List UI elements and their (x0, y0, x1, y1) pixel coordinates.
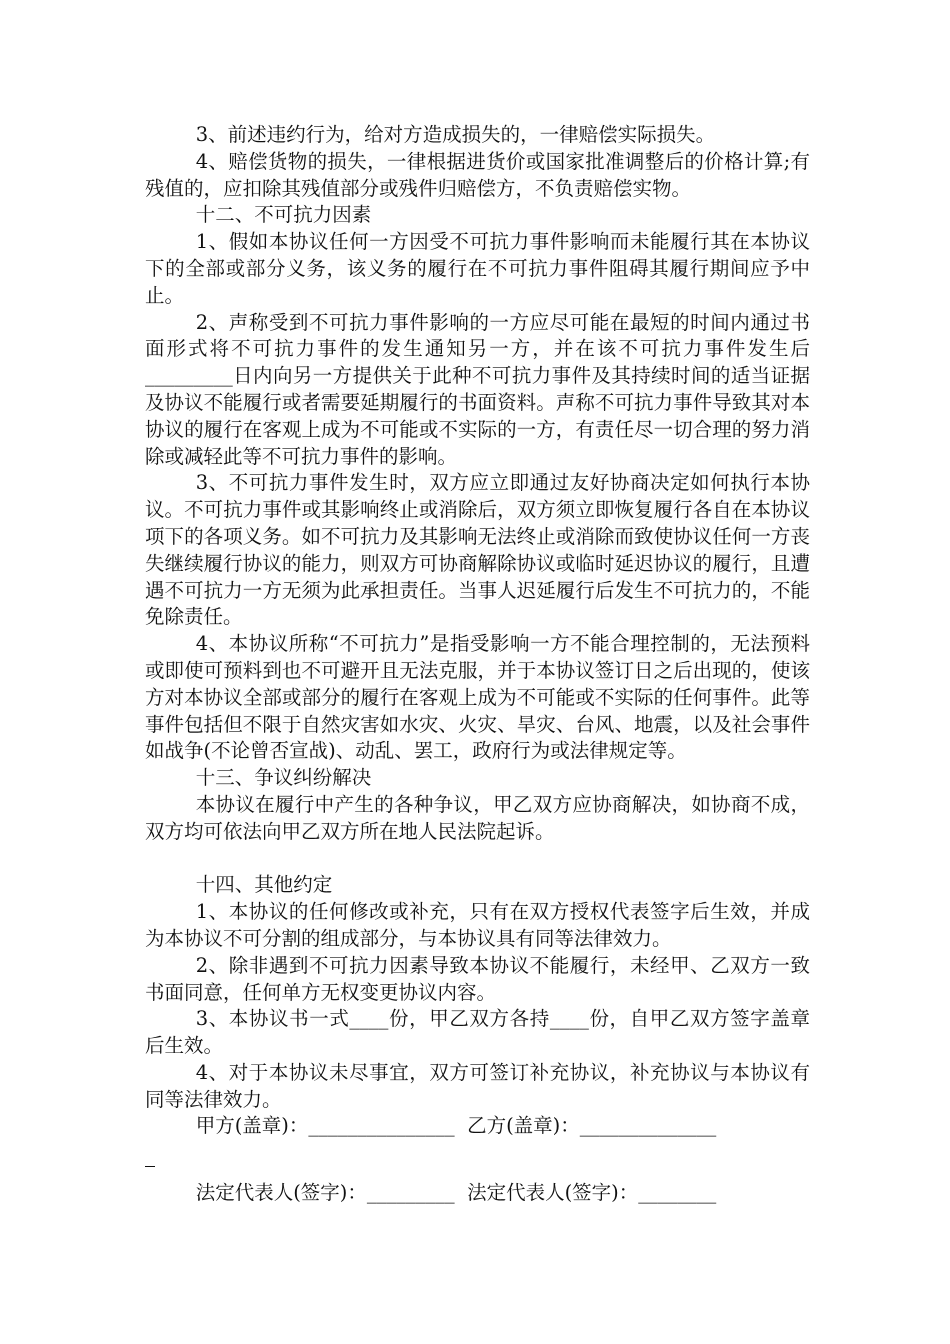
clause-14-1: 1、本协议的任何修改或补充，只有在双方授权代表签字后生效，并成为本协议不可分割的组成部分，与本协议具有同等法律效力。 (145, 900, 810, 950)
section-heading-dispute: 十三、争议纠纷解决 (195, 766, 372, 790)
underscore-mark (145, 1166, 155, 1167)
rep-a-blank: _________ (366, 1181, 455, 1205)
overflow-underscore (145, 1140, 810, 1174)
section-heading-other: 十四、其他约定 (195, 873, 333, 897)
party-a-blank: _______________ (308, 1114, 455, 1138)
clause-11-4: 4、赔偿货物的损失，一律根据进货价或国家批准调整后的价格计算;有残值的，应扣除其残值部分或残件归赔偿方，不负责赔偿实物。 (145, 149, 810, 200)
clause-12-2: 2、声称受到不可抗力事件影响的一方应尽可能在最短的时间内通过书面形式将不可抗力事件的发生通知另一方，并在该不可抗力事件发生后_________日内向另一方提供关于此种不可抗力事件及其持续时间的适当证据及协议不能履行或者需要延期履行的书面资料。声称不可抗力事件导致其对本协议的履行在客观上成为不可能或不实际的一方，有责任尽一切合理的努力消除或减轻此等不可抗力事件的影响。 (145, 310, 810, 468)
signature-row-parties (145, 1113, 810, 1140)
clause-12-4: 4、本协议所称“不可抗力”是指受影响一方不能合理控制的，无法预料或即使可预料到也不可避开且无法克服，并于本协议签订日之后出现的，使该方对本协议全部或部分的履行在客观上成为不可能或不实际的任何事件。此等事件包括但不限于自然灾害如水灾、火灾、旱灾、台风、地震，以及社会事件如战争(不论曾否宣战)、动乱、罢工，政府行为或法律规定等。 (145, 632, 810, 763)
section-heading-force-majeure: 十二、不可抗力因素 (195, 203, 372, 227)
signature-row-representatives (145, 1180, 810, 1207)
clause-14-4: 4、对于本协议未尽事宜，双方可签订补充协议，补充协议与本协议有同等法律效力。 (145, 1060, 810, 1111)
party-a-label: 甲方(盖章)： (195, 1114, 309, 1138)
party-b-blank: ______________ (579, 1114, 717, 1138)
rep-a-label: 法定代表人(签字)： (195, 1181, 367, 1205)
clause-14-3: 3、本协议书一式____份，甲乙双方各持____份，自甲乙双方签字盖章后生效。 (145, 1007, 810, 1058)
clause-12-3: 3、不可抗力事件发生时，双方应立即通过友好协商决定如何执行本协议。不可抗力事件或其影响终止或消除后，双方须立即恢复履行各自在本协议项下的各项义务。如不可抗力及其影响无法终止或消除而致使协议任何一方丧失继续履行协议的能力，则双方可协商解除协议或临时延迟协议的履行，且遭遇不可抗力一方无须为此承担责任。当事人迟延履行后发生不可抗力的，不能免除责任。 (145, 471, 810, 629)
blank-line (145, 846, 810, 873)
rep-b-blank: ________ (638, 1181, 717, 1205)
rep-b-label: 法定代表人(签字)： (467, 1181, 639, 1205)
clause-11-3: 3、前述违约行为，给对方造成损失的，一律赔偿实际损失。 (195, 123, 716, 146)
clause-14-2: 2、除非遇到不可抗力因素导致本协议不能履行，未经甲、乙双方一致书面同意，任何单方无权变更协议内容。 (145, 953, 810, 1004)
clause-12-1: 1、假如本协议任何一方因受不可抗力事件影响而未能履行其在本协议下的全部或部分义务，该义务的履行在不可抗力事件阻碍其履行期间应予中止。 (145, 230, 810, 307)
document-body (145, 122, 810, 1207)
clause-13: 本协议在履行中产生的各种争议，甲乙双方应协商解决，如协商不成，双方均可依法向甲乙双方所在地人民法院起诉。 (145, 792, 810, 843)
party-b-label: 乙方(盖章)： (467, 1114, 580, 1138)
